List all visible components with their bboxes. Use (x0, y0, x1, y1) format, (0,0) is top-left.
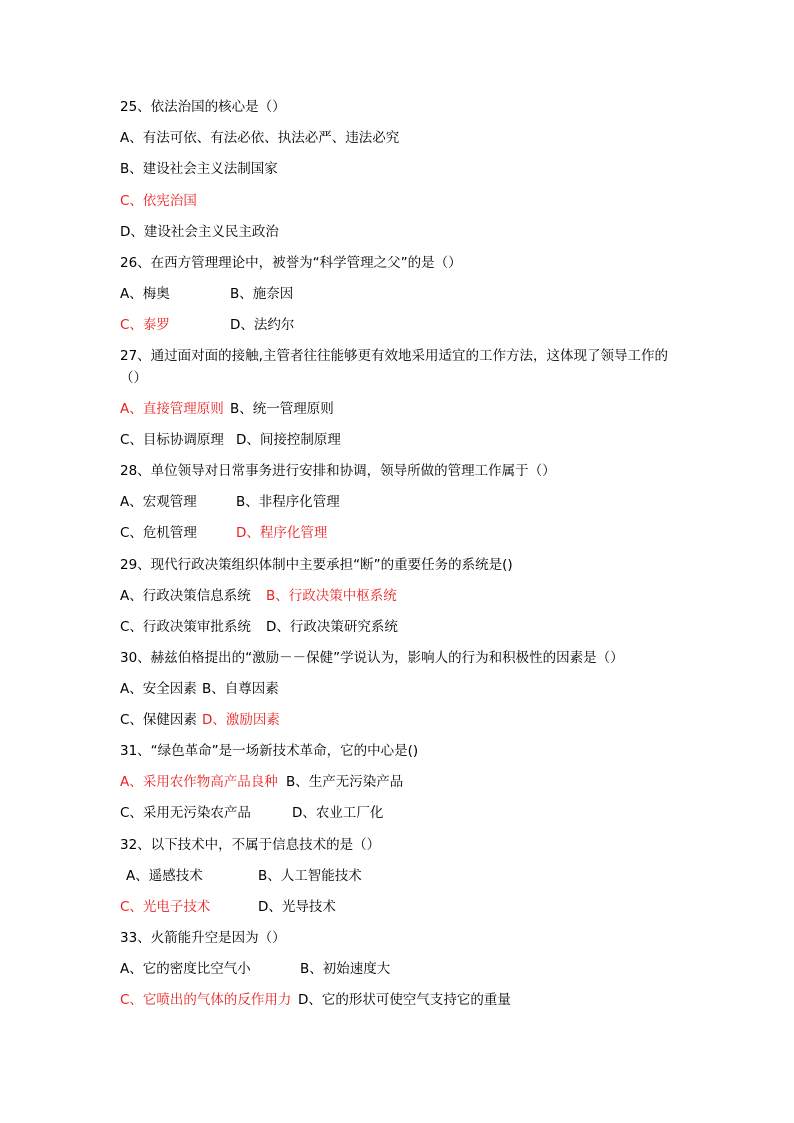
option-b: B、自尊因素 (202, 681, 279, 697)
option-d: D、建设社会主义民主政治 (120, 224, 279, 240)
option-d-answer: D、激励因素 (202, 712, 280, 728)
option-b: B、建设社会主义法制国家 (120, 161, 278, 177)
question-stem: 26、在西方管理理论中，被誉为“科学管理之父”的是（） (120, 255, 462, 271)
option-c: C、行政决策审批系统 (120, 619, 251, 635)
option-b: B、施奈因 (230, 286, 294, 302)
option-d: D、它的形状可使空气支持它的重量 (298, 992, 511, 1008)
option-a-answer: A、采用农作物高产品良种 (120, 774, 278, 790)
option-d: D、法约尔 (230, 317, 295, 333)
question-stem: 29、现代行政决策组织体制中主要承担“断”的重要任务的系统是() (120, 557, 513, 573)
option-a: A、它的密度比空气小 (120, 961, 251, 977)
option-d: D、农业工厂化 (292, 805, 384, 821)
option-d: D、间接控制原理 (236, 432, 341, 448)
option-c: C、危机管理 (120, 525, 197, 541)
question-stem: 25、依法治国的核心是（） (120, 99, 286, 115)
option-c: C、采用无污染农产品 (120, 805, 251, 821)
option-a: A、梅奥 (120, 286, 170, 302)
option-c: C、保健因素 (120, 712, 197, 728)
option-d: D、光导技术 (258, 899, 336, 915)
option-d-answer: D、程序化管理 (236, 525, 328, 541)
question-stem: 33、火箭能升空是因为（） (120, 930, 286, 946)
question-stem: 30、赫兹伯格提出的“激励－－保健”学说认为，影响人的行为和积极性的因素是（） (120, 650, 624, 666)
option-c-answer: C、它喷出的气体的反作用力 (120, 992, 292, 1008)
option-a: A、安全因素 (120, 681, 197, 697)
option-b: B、统一管理原则 (230, 401, 334, 417)
option-c-answer: C、光电子技术 (120, 899, 211, 915)
option-a: A、宏观管理 (120, 494, 197, 510)
question-stem: 28、单位领导对日常事务进行安排和协调，领导所做的管理工作属于（） (120, 463, 556, 479)
option-a: A、遥感技术 (126, 868, 203, 884)
option-c-answer: C、依宪治国 (120, 193, 197, 209)
question-stem: 27、通过面对面的接触,主管者往往能够更有效地采用适宜的工作方法，这体现了领导工作的（） (120, 348, 668, 386)
option-b: B、初始速度大 (300, 961, 391, 977)
option-d: D、行政决策研究系统 (266, 619, 398, 635)
question-stem: 31、“绿色革命”是一场新技术革命，它的中心是() (120, 743, 419, 759)
option-b: B、非程序化管理 (236, 494, 340, 510)
option-b-answer: B、行政决策中枢系统 (266, 588, 397, 604)
option-b: B、人工智能技术 (258, 868, 362, 884)
option-a: A、行政决策信息系统 (120, 588, 251, 604)
option-c: C、目标协调原理 (120, 432, 224, 448)
option-a: A、有法可依、有法必依、执法必严、违法必究 (120, 130, 400, 146)
option-c-answer: C、泰罗 (120, 317, 170, 333)
question-stem: 32、以下技术中，不属于信息技术的是（） (120, 837, 381, 853)
option-b: B、生产无污染产品 (286, 774, 404, 790)
option-a-answer: A、直接管理原则 (120, 401, 224, 417)
